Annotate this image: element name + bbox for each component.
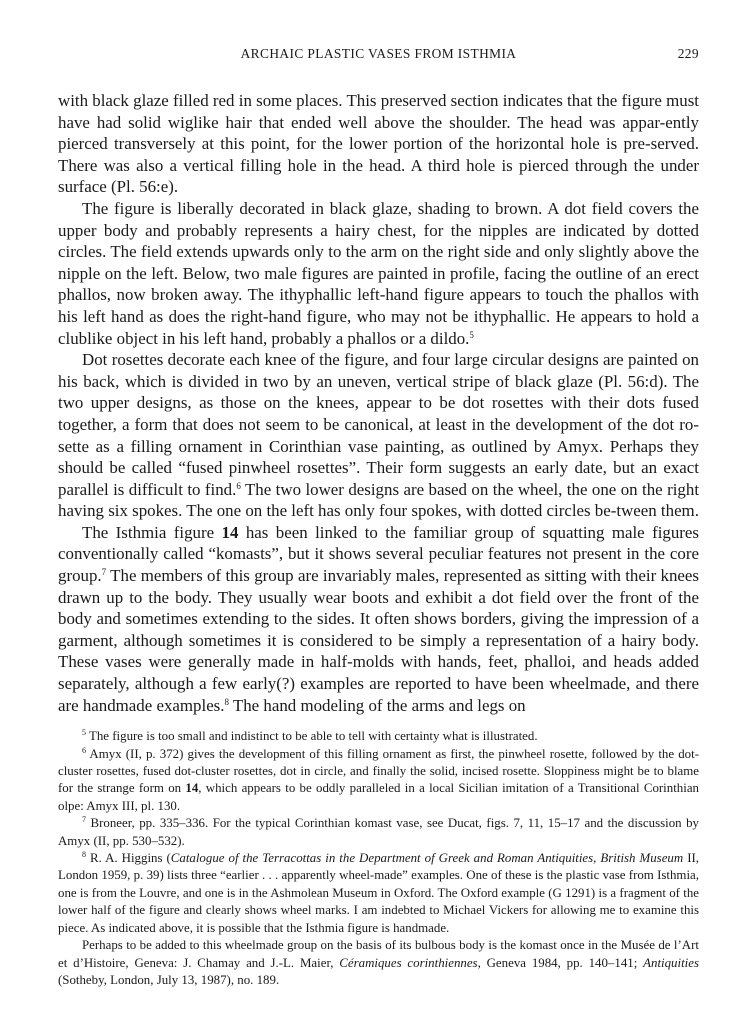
paragraph [58, 198, 699, 349]
paragraph [58, 349, 699, 522]
footnote-text: , Geneva 1984, pp. 140–141; [477, 955, 644, 970]
footnote-ref[interactable]: 6 [236, 480, 241, 491]
paragraph-text: The two lower designs are based on the wheel, the one on the right having six spokes. The one on the left has only four spokes, with dotted circles be-tween them. [58, 479, 700, 521]
catalogue-number: 14 [185, 781, 199, 796]
paragraph-text: The Isthmia figure [82, 522, 222, 542]
footnote [58, 728, 699, 745]
running-header [58, 46, 699, 70]
paragraph-text: has been linked to the familiar group of squatting male figures conventionally called “komasts”, but it shows several peculiar features not present in the core group. [58, 522, 699, 586]
footnote-number: 6 [82, 745, 86, 755]
page-number: 229 [677, 46, 699, 61]
footnote-text: , which appears to be oddly paralleled in a local Sicilian imitation of a Transitional Corinthian olpe: Amyx III, pl. 130. [58, 781, 699, 813]
citation-title: Antiquities [643, 955, 699, 970]
footnote-text: Amyx (II, p. 372) gives the development of this filling ornament as first, the pinwheel rosette, followed by the dot-cluster rosettes, fused dot-cluster rosettes, dot in circle, and finally the solid, incised rosette. Sloppiness might be to blame for the strange form on [58, 746, 699, 796]
paragraph-text: The hand modeling of the arms and legs on [228, 695, 526, 715]
footnote-continuation [58, 937, 699, 989]
footnote-text: Perhaps to be added to this wheelmade group on the basis of its bulbous body is the komast once in the Musée de l’Art et d’Histoire, Geneva: J. Chamay and J.-L. Maier, [58, 938, 699, 970]
page [58, 46, 699, 989]
paragraph [58, 90, 699, 198]
paragraph-text: Dot rosettes decorate each knee of the figure, and four large circular designs are painted on his back, which is divided in two by an uneven, vertical stripe of black glaze (Pl. 56:d). The two upper designs, as those on the knees, appear to be dot rosettes with their dots fused together, a form that does not seem to be canonical, at least in the development of the dot ro-sette as a filling ornament in Corinthian vase painting, as outlined by Amyx. Perhaps they should be called “fused pinwheel rosettes”. Their form suggests an early date, but an exact parallel is difficult to find. [58, 350, 699, 499]
running-title: ARCHAIC PLASTIC VASES FROM ISTHMIA [240, 46, 517, 61]
footnote [58, 815, 699, 850]
footnote-ref[interactable]: 8 [224, 696, 229, 707]
paragraph-text: with black glaze filled red in some places. This preserved section indicates that the figure must have had solid wiglike hair that ended well above the shoulder. The head was appar-ently pierced transversely at this point, for the lower portion of the horizontal hole is pre-served. There was also a vertical filling hole in the head. A third hole is pierced through the under surface (Pl. 56:e). [58, 91, 699, 197]
footnote-text: R. A. Higgins ( [86, 851, 171, 866]
body-text [58, 90, 699, 716]
footnote-text: Broneer, pp. 335–336. For the typical Corinthian komast vase, see Ducat, figs. 7, 11, 15–17 and the discussion by Amyx (II, pp. 530–532). [58, 816, 699, 848]
footnote-ref[interactable]: 5 [469, 329, 474, 340]
paragraph [58, 522, 699, 716]
footnote [58, 746, 699, 816]
footnotes [58, 728, 699, 989]
paragraph-text: The members of this group are invariably males, represented as sitting with their knees drawn up to the body. They usually wear boots and exhibit a dot field over the front of the body and sometimes extending to the sides. It often shows borders, giving the impression of a garment, although sometimes it is considered to be simply a representation of a hairy body. These vases were generally made in half-molds with hands, feet, phalloi, and heads added separately, although a few early(?) examples are reported to have been wheelmade, and there are handmade examples. [58, 566, 699, 715]
footnote-text: II, London 1959, p. 39) lists three “earlier . . . apparently wheel-made” examples. One of these is the plastic vase from Isthmia, one is from the Louvre, and one is in the Ashmolean Museum in Oxford. The Oxford example (G 1291) is a fragment of the lower half of the figure and clearly shows wheel marks. I am indebted to Michael Vickers for allowing me to examine this piece. As indicated above, it is possible that the Isthmia figure is handmade. [58, 851, 700, 935]
footnote-number: 8 [82, 850, 86, 860]
footnote-number: 5 [82, 728, 86, 738]
citation-title: Catalogue of the Terracottas in the Department of Greek and Roman Antiquities, British Museum [170, 851, 684, 866]
footnote-ref[interactable]: 7 [101, 567, 107, 578]
paragraph-text: The figure is liberally decorated in black glaze, shading to brown. A dot field covers the upper body and probably represents a hairy chest, for the nipples are indicated by dotted circles. The field extends upwards only to the arm on the right side and only slightly above the nipple on the left. Below, two male figures are painted in profile, facing the outline of an erect phallos, now broken away. The ithyphallic left-hand figure appears to touch the phallos with his left hand as does the right-hand figure, who may not be ithyphallic. He appears to hold a clublike object in his left hand, probably a phallos or a dildo. [58, 198, 699, 348]
citation-title: Céramiques corinthiennes [339, 955, 478, 970]
catalogue-number: 14 [221, 522, 239, 542]
footnote [58, 850, 699, 937]
footnote-number: 7 [82, 815, 86, 825]
footnote-text: The figure is too small and indistinct to be able to tell with certainty what is illustrated. [86, 729, 538, 744]
footnote-text: (Sotheby, London, July 13, 1987), no. 189. [58, 972, 280, 987]
